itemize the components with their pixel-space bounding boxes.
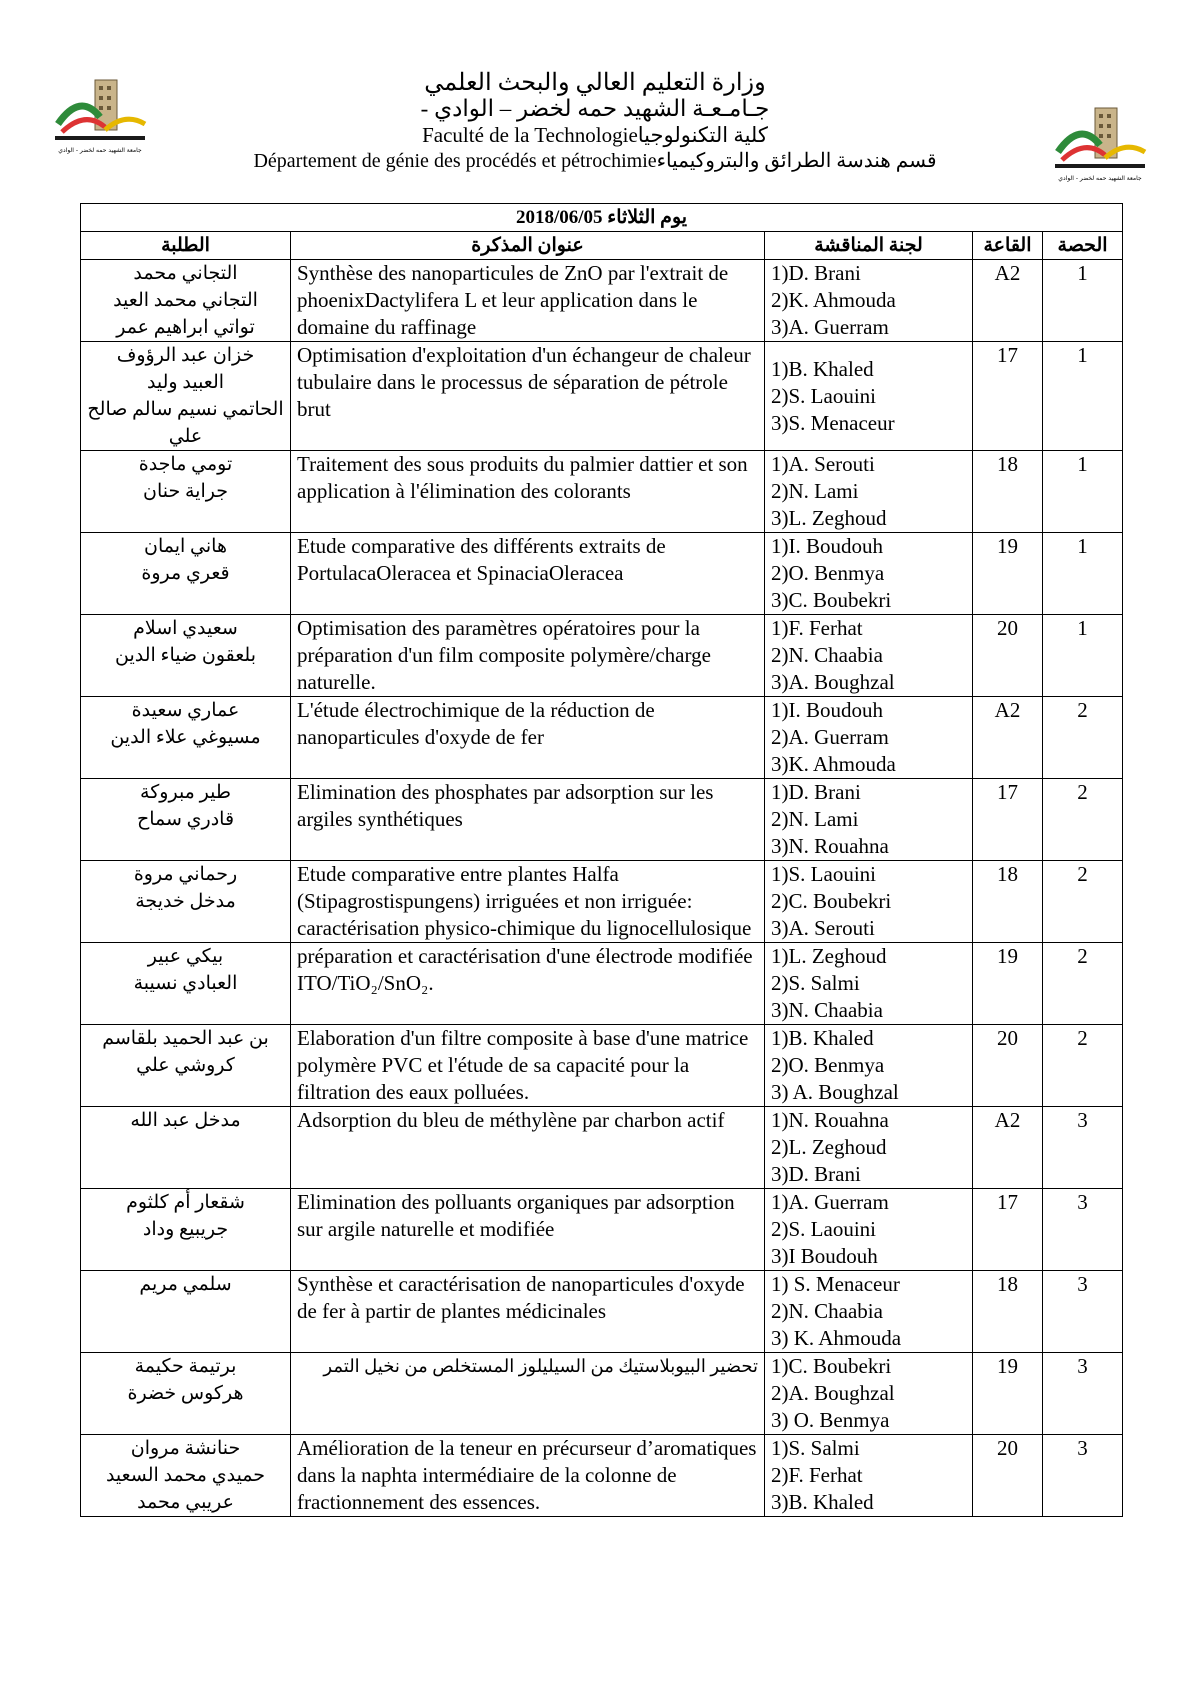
jury-member: 2)S. Laouini: [771, 383, 876, 408]
thesis-title: Traitement des sous produits du palmier dattier et son application à l'élimination des colorants: [291, 451, 765, 533]
jury-member: 1)B. Khaled: [771, 1026, 874, 1050]
session-cell: 2: [1043, 1025, 1123, 1107]
students-cell: [81, 1107, 291, 1189]
student-name: تومي ماجدة: [138, 454, 233, 475]
jury-cell: [765, 1107, 973, 1189]
student-name: جريبيع وداد: [142, 1219, 229, 1240]
jury-member: 1)D. Brani: [771, 780, 861, 804]
session-cell: 3: [1043, 1271, 1123, 1353]
header-session: الحصة: [1043, 232, 1123, 260]
student-name: التجاني محمد العيد: [113, 290, 258, 311]
room-cell: 19: [973, 533, 1043, 615]
jury-member: 2)N. Lami: [771, 479, 859, 503]
thesis-title: préparation et caractérisation d'une électrode modifiée ITO/TiO₂/SnO₂.: [291, 943, 765, 1025]
table-row: [81, 342, 1123, 451]
student-name: مسيوغي علاء الدين: [110, 727, 261, 748]
jury-member: 3)K. Ahmouda: [771, 752, 896, 776]
room-cell: 17: [973, 1189, 1043, 1271]
jury-member: 3)N. Chaabia: [771, 998, 883, 1022]
jury-member: 1) S. Menaceur: [771, 1272, 900, 1296]
student-name: سلمي مريم: [139, 1274, 232, 1295]
student-name: جراية حنان: [143, 481, 228, 502]
room-cell: 20: [973, 1435, 1043, 1517]
jury-member: 2)L. Zeghoud: [771, 1135, 887, 1159]
table-row: [81, 1271, 1123, 1353]
table-row: [81, 861, 1123, 943]
room-cell: 20: [973, 615, 1043, 697]
thesis-title: Elimination des polluants organiques par adsorption sur argile naturelle et modifiée: [291, 1189, 765, 1271]
thesis-title: Optimisation des paramètres opératoires pour la préparation d'un film composite polymère/charge naturelle.: [291, 615, 765, 697]
students-cell: [81, 1353, 291, 1435]
jury-member: 3)D. Brani: [771, 1162, 861, 1186]
student-name: بن عبد الحميد بلقاسم: [102, 1028, 269, 1049]
jury-member: 1)A. Guerram: [771, 1190, 889, 1214]
jury-member: 3) K. Ahmouda: [771, 1326, 902, 1350]
students-cell: [81, 1435, 291, 1517]
session-cell: 1: [1043, 451, 1123, 533]
jury-cell: [765, 451, 973, 533]
table-row: [81, 260, 1123, 342]
room-cell: A2: [973, 260, 1043, 342]
student-name: العبادي نسيبة: [133, 973, 238, 994]
jury-member: 1)S. Laouini: [771, 862, 876, 886]
ministry-title: وزارة التعليم العالي والبحث العلمي: [424, 70, 766, 96]
room-cell: 19: [973, 943, 1043, 1025]
students-cell: [81, 1025, 291, 1107]
students-cell: [81, 1271, 291, 1353]
university-title: جـامـعـة الشهيد حمه لخضر – الوادي -: [420, 96, 770, 121]
jury-member: 3)B. Khaled: [771, 1490, 874, 1514]
students-cell: [81, 342, 291, 451]
jury-member: 3)I Boudouh: [771, 1244, 878, 1268]
jury-cell: [765, 861, 973, 943]
student-name: هاني ايمان: [144, 536, 227, 557]
session-cell: 2: [1043, 861, 1123, 943]
header-title: عنوان المذكرة: [291, 232, 765, 260]
logo-caption: جامعة الشهيد حمه لخضر - الوادي: [58, 147, 142, 154]
jury-member: 1)S. Salmi: [771, 1436, 860, 1460]
logo-caption: جامعة الشهيد حمه لخضر - الوادي: [1058, 175, 1142, 182]
student-name: حميدي محمد السعيد: [105, 1465, 266, 1486]
jury-member: 3)S. Menaceur: [771, 410, 895, 435]
thesis-title: Etude comparative des différents extraits de PortulacaOleracea et SpinaciaOleracea: [291, 533, 765, 615]
jury-member: 1)B. Khaled: [771, 356, 874, 381]
thesis-title: Elimination des phosphates par adsorption sur les argiles synthétiques: [291, 779, 765, 861]
jury-member: 1)I. Boudouh: [771, 534, 883, 558]
session-cell: 3: [1043, 1189, 1123, 1271]
session-cell: 2: [1043, 943, 1123, 1025]
student-name: مدخل خديجة: [135, 891, 236, 912]
student-name: التجاني محمد: [133, 263, 238, 284]
jury-member: 2)K. Ahmouda: [771, 288, 896, 312]
header-jury: لجنة المناقشة: [765, 232, 973, 260]
jury-member: 2)N. Chaabia: [771, 643, 883, 667]
student-name: قعري مروة: [141, 563, 230, 584]
jury-member: 2)O. Benmya: [771, 561, 885, 585]
jury-member: 3)A. Boughzal: [771, 670, 895, 694]
session-cell: 1: [1043, 533, 1123, 615]
header-room: القاعة: [973, 232, 1043, 260]
jury-cell: [765, 779, 973, 861]
thesis-title: Etude comparative entre plantes Halfa (Stipagrostispungens) irriguées et non irriguée: caractérisation physico-chimique du lignocellulosique: [291, 861, 765, 943]
student-name: هركوس خضرة: [127, 1383, 244, 1404]
students-cell: [81, 533, 291, 615]
session-cell: 3: [1043, 1435, 1123, 1517]
jury-cell: [765, 342, 973, 451]
student-name: بلعقون ضياء الدين: [114, 645, 256, 666]
jury-cell: [765, 1189, 973, 1271]
jury-member: 3) A. Boughzal: [771, 1080, 899, 1104]
student-name: حنانشة مروان: [130, 1438, 241, 1459]
jury-cell: [765, 697, 973, 779]
session-cell: 2: [1043, 697, 1123, 779]
jury-cell: [765, 1353, 973, 1435]
students-cell: [81, 451, 291, 533]
jury-cell: [765, 1025, 973, 1107]
document-header: [0, 70, 1190, 174]
student-name: عريبي محمد: [137, 1492, 234, 1513]
student-name: عماري سعيدة: [131, 700, 240, 721]
jury-cell: [765, 615, 973, 697]
table-row: [81, 615, 1123, 697]
table-row: [81, 451, 1123, 533]
thesis-title: Optimisation d'exploitation d'un échangeur de chaleur tubulaire dans le processus de séparation de pétrole brut: [291, 342, 765, 451]
student-name: شقعار أم كلثوم: [126, 1192, 245, 1213]
table-row: [81, 533, 1123, 615]
students-cell: [81, 943, 291, 1025]
table-row: [81, 1353, 1123, 1435]
students-cell: [81, 1189, 291, 1271]
table-row: [81, 1107, 1123, 1189]
students-cell: [81, 861, 291, 943]
header-students: الطلبة: [81, 232, 291, 260]
student-name: طير مبروكة: [140, 782, 231, 803]
student-name: الحاتمي نسيم سالم صالح علي: [87, 399, 284, 447]
jury-member: 2)N. Chaabia: [771, 1299, 883, 1323]
defense-schedule-table: [80, 203, 1123, 1517]
session-cell: 1: [1043, 615, 1123, 697]
room-cell: 18: [973, 861, 1043, 943]
jury-member: 3)N. Rouahna: [771, 834, 889, 858]
student-name: برتيمة حكيمة: [134, 1356, 237, 1377]
schedule-date: يوم الثلاثاء 2018/06/05: [81, 204, 1123, 232]
jury-member: 2)A. Guerram: [771, 725, 889, 749]
jury-cell: [765, 1271, 973, 1353]
room-cell: 17: [973, 342, 1043, 451]
thesis-title: L'étude électrochimique de la réduction de nanoparticules d'oxyde de fer: [291, 697, 765, 779]
session-cell: 3: [1043, 1107, 1123, 1189]
jury-cell: [765, 533, 973, 615]
student-name: قادري سماح: [136, 809, 235, 830]
student-name: مدخل عبد الله: [130, 1110, 241, 1131]
room-cell: 18: [973, 451, 1043, 533]
room-cell: 19: [973, 1353, 1043, 1435]
room-cell: A2: [973, 697, 1043, 779]
jury-member: 1)C. Boubekri: [771, 1354, 892, 1378]
thesis-title: تحضير البيوبلاستيك من السيليلوز المستخلص من نخيل التمر: [291, 1353, 765, 1435]
room-cell: 17: [973, 779, 1043, 861]
jury-member: 2)A. Boughzal: [771, 1381, 895, 1405]
jury-cell: [765, 260, 973, 342]
thesis-title: Synthèse des nanoparticules de ZnO par l'extrait de phoenixDactylifera L et leur application dans le domaine du raffinage: [291, 260, 765, 342]
table-row: [81, 697, 1123, 779]
room-cell: 18: [973, 1271, 1043, 1353]
jury-member: 3)C. Boubekri: [771, 588, 892, 612]
students-cell: [81, 779, 291, 861]
room-cell: 20: [973, 1025, 1043, 1107]
student-name: سعيدي اسلام: [133, 618, 238, 639]
jury-member: 1)A. Serouti: [771, 452, 875, 476]
jury-member: 1)I. Boudouh: [771, 698, 883, 722]
jury-member: 3) O. Benmya: [771, 1408, 890, 1432]
table-row: [81, 1435, 1123, 1517]
session-cell: 2: [1043, 779, 1123, 861]
jury-member: 2)C. Boubekri: [771, 889, 892, 913]
room-cell: A2: [973, 1107, 1043, 1189]
thesis-title: Adsorption du bleu de méthylène par charbon actif: [291, 1107, 765, 1189]
faculty-title: Faculté de la Technologieكلية التكنولوجيا: [422, 123, 768, 147]
jury-member: 2)O. Benmya: [771, 1053, 885, 1077]
jury-member: 3)L. Zeghoud: [771, 506, 887, 530]
jury-member: 2)S. Salmi: [771, 971, 860, 995]
jury-member: 1)F. Ferhat: [771, 616, 863, 640]
student-name: كروشي علي: [136, 1055, 235, 1076]
jury-member: 2)S. Laouini: [771, 1217, 876, 1241]
table-row: [81, 943, 1123, 1025]
department-title: Département de génie des procédés et pétrochimieقسم هندسة الطرائق والبتروكيمياء: [253, 150, 937, 172]
session-cell: 1: [1043, 260, 1123, 342]
students-cell: [81, 615, 291, 697]
thesis-title: Elaboration d'un filtre composite à base d'une matrice polymère PVC et l'étude de sa capacité pour la filtration des eaux polluées.: [291, 1025, 765, 1107]
session-cell: 3: [1043, 1353, 1123, 1435]
student-name: العبيد وليد: [146, 372, 225, 393]
student-name: خزان عبد الرؤوف: [116, 345, 255, 366]
thesis-title: Synthèse et caractérisation de nanoparticules d'oxyde de fer à partir de plantes médicinales: [291, 1271, 765, 1353]
table-row: [81, 1189, 1123, 1271]
jury-member: 1)N. Rouahna: [771, 1108, 889, 1132]
jury-member: 1)L. Zeghoud: [771, 944, 887, 968]
jury-cell: [765, 943, 973, 1025]
students-cell: [81, 697, 291, 779]
jury-member: 2)N. Lami: [771, 807, 859, 831]
table-row: [81, 779, 1123, 861]
jury-member: 2)F. Ferhat: [771, 1463, 863, 1487]
thesis-title: Amélioration de la teneur en précurseur d’aromatiques dans la naphta intermédiaire de la colonne de fractionnement des essences.: [291, 1435, 765, 1517]
session-cell: 1: [1043, 342, 1123, 451]
jury-member: 3)A. Guerram: [771, 315, 889, 339]
jury-cell: [765, 1435, 973, 1517]
students-cell: [81, 260, 291, 342]
student-name: رحماني مروة: [133, 864, 238, 885]
student-name: بيكي عبير: [147, 946, 224, 967]
table-row: [81, 1025, 1123, 1107]
student-name: تواتي ابراهيم عمر: [116, 317, 255, 338]
jury-member: 1)D. Brani: [771, 261, 861, 285]
schedule-rows: [81, 260, 1123, 1517]
jury-member: 3)A. Serouti: [771, 916, 875, 940]
